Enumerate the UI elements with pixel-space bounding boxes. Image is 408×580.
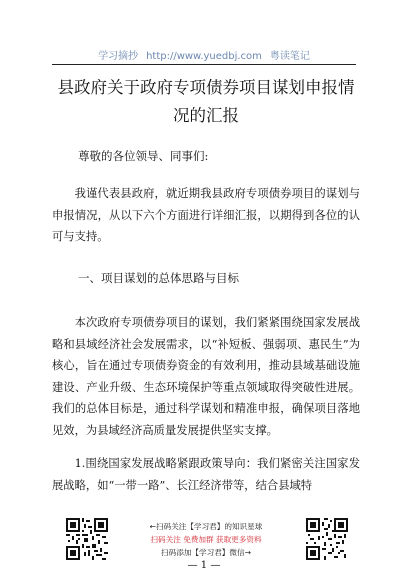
header-left-text: 学习摘抄 xyxy=(98,51,139,62)
qr-code-icon xyxy=(66,518,108,560)
page-header xyxy=(0,47,408,62)
footer-line-wechat: 扫码添加【学习君】微信→ xyxy=(161,548,251,557)
document-title: 县政府关于政府专项债券项目谋划申报情况的汇报 xyxy=(57,78,355,125)
section-paragraph: 本次政府专项债券项目的谋划，我们紧紧围绕国家发展战略和县域经济社会发展需求，以“补短板、强弱项、惠民生”为核心，旨在通过专项债券资金的有效利用，推动县域基础设施建设、产业升级、生态环境保护等重点领域取得突破性进展。我们的总体目标是，通过科学谋划和精准申报，确保项目落地见效，为县域经济高质量发展提供坚实支撑。 xyxy=(52,316,360,437)
list-item-paragraph: 1.围绕国家发展战略紧跟政策导向：我们紧密关注国家发展战略，如“一带一路”、长江经济带等，结合县域特 xyxy=(52,457,360,492)
section-heading: 一、项目谋划的总体思路与目标 xyxy=(78,271,239,285)
header-divider xyxy=(52,64,356,65)
qr-code-icon xyxy=(306,518,348,560)
footer-line-zhishi: ←扫码关注【学习君】的知识星球 xyxy=(149,522,263,531)
header-right-text: 粤读笔记 xyxy=(269,51,310,62)
greeting: 尊敬的各位领导、同事们: xyxy=(78,149,209,163)
intro-paragraph: 我谨代表县政府，就近期我县政府专项债券项目的谋划与申报情况，从以下六个方面进行详细汇报，以期得到各位的认可与支持。 xyxy=(52,187,360,243)
footer-promo xyxy=(120,520,292,559)
page-number: — 1 — xyxy=(187,560,221,571)
footer-line-join: 扫码关注 免费加群 获取更多资料 xyxy=(150,535,262,544)
header-url-link[interactable]: http://www.yuedbj.com xyxy=(146,51,262,62)
